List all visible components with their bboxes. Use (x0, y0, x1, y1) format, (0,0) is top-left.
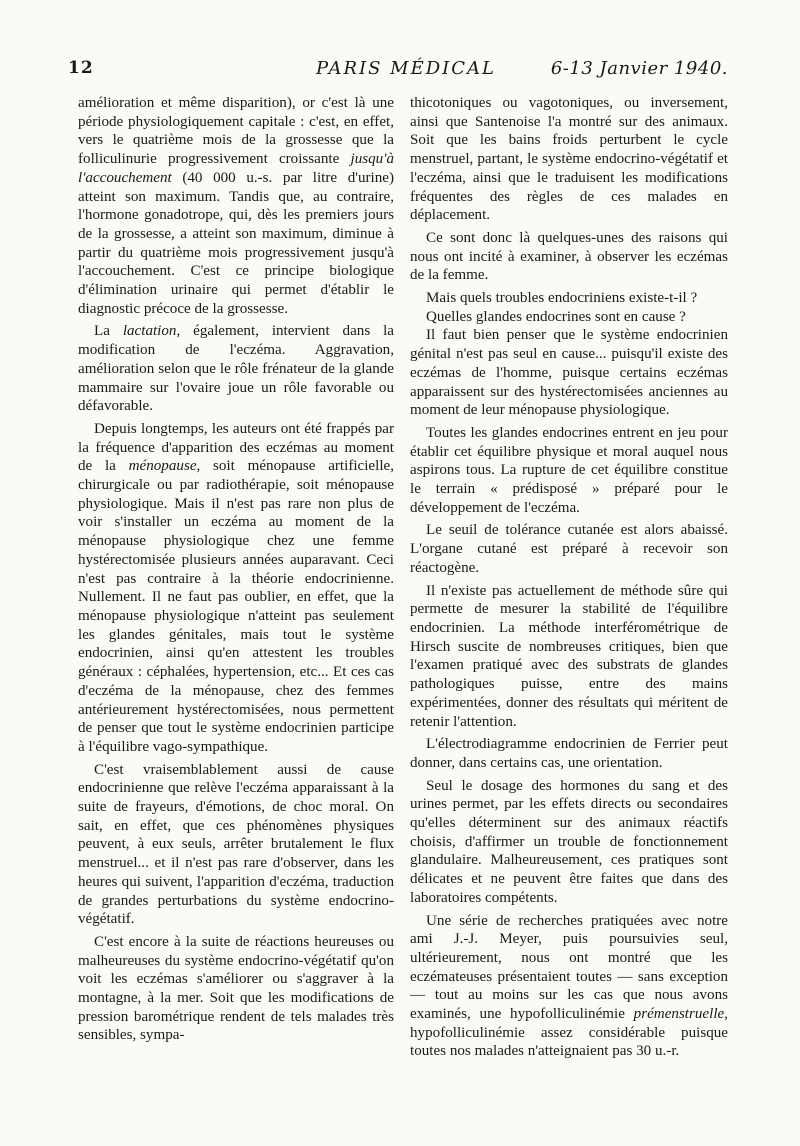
paragraph: L'électrodiagramme endocrinien de Ferrier peut donner, dans certains cas, une orientation. (410, 736, 728, 771)
left-column (78, 94, 394, 1045)
paragraph: Il n'existe pas actuellement de méthode sûre qui permette de mesurer la stabilité de l'équilibre endocrinien. La méthode interférométrique de Hirsch suscite de nombreuses critiques, bien que l'examen pratiqué avec des substrats de glandes pathologiques puisse, entre des mains expérimentées, donner des résultats qui méritent de retenir l'attention. (410, 582, 728, 730)
paragraph: Ce sont donc là quelques-unes des raisons qui nous ont incité à examiner, à observer les eczémas de la femme. (410, 229, 728, 284)
paragraph: Toutes les glandes endocrines entrent en jeu pour établir cet équilibre physique et moral auquel nous aspirons tous. La rupture de cet équilibre constitue le terrain « prédisposé » préparé pour le développement de l'eczéma. (410, 424, 728, 516)
paragraph: Quelles glandes endocrines sont en cause ? (426, 308, 686, 325)
issue-date: 6-13 Janvier 1940. (550, 58, 728, 79)
paragraph: Seul le dosage des hormones du sang et des urines permet, par les effets directs ou secondaires qu'elles déterminent sur des animaux réactifs choisis, d'affirmer un trouble de fonctionnement glandulaire. Malheureusement, ces pratiques sont délicates et ne peuvent être faites que dans des laboratoires compétents. (410, 777, 728, 906)
page-number: 12 (68, 58, 94, 78)
paragraph: La lactation, également, intervient dans la modification de l'eczéma. Aggravation, amélioration selon que le rôle frénateur de la glande mammaire sur l'ovaire joue un rôle favorable ou défavorable. (78, 323, 394, 415)
paragraph: Le seuil de tolérance cutanée est alors abaissé. L'organe cutané est préparé à recevoir son réactogène. (410, 522, 728, 576)
paragraph: Depuis longtemps, les auteurs ont été frappés par la fréquence d'apparition des eczémas au moment de la ménopause, soit ménopause artificielle, chirurgicale ou par radiothérapie, soit ménopause physiologique. Mais il n'est pas rare non plus de voir s'installer un eczéma au moment de la ménopause physiologique chez une femme hystérectomisée plusieurs années auparavant. Ceci n'est pas contraire à la théorie endocrinienne. Nullement. Il ne faut pas oublier, en effet, que la ménopause physiologique n'atteint pas seulement les glandes génitales, mais tout le système endocrinien, ainsi qu'en attestent les troubles généraux : céphalées, hypertension, etc... Et ces cas d'eczéma de la ménopause, chez des femmes antérieurement hystérectomisées, nous permettent de penser que tout le système endocrinien participe à l'équilibre vago-sympathique. (78, 420, 394, 755)
paragraph: Il faut bien penser que le système endocrinien génital n'est pas seul en cause... puisqu'il existe des eczémas de l'homme, puisque certains eczémas apparaissent sur des hystérectomisées anciennes au moment de leur ménopause physiologique. (410, 327, 728, 419)
running-header (68, 58, 728, 86)
paragraph: C'est encore à la suite de réactions heureuses ou malheureuses du système endocrino-végétatif qu'on voit les eczémas s'améliorer ou s'aggraver à la montagne, à la mer. Soit que les modifications de pression barométrique rendent de tels malades très sensibles, sympa- (78, 933, 394, 1044)
paragraph: thicotoniques ou vagotoniques, ou inversement, ainsi que Santenoise l'a montré sur des animaux. Soit que les bains froids perturbent le cycle menstruel, partant, le système endocrino-végétatif et l'eczéma, ainsi que le traduisent les modifications fréquentes des règles de ces malades en déplacement. (410, 95, 728, 224)
paragraph: Une série de recherches pratiquées avec notre ami J.-J. Meyer, puis poursuivies seul, ultérieurement, nous ont montré que les eczémateuses présentaient toutes — sans exception — tout au moins sur les cas que nous avons examinés, une hypofolliculinémie prémenstruelle, hypofolliculinémie assez considérable puisque toutes nos malades n'atteignaient pas 30 u.-r. (410, 912, 728, 1060)
paragraph: amélioration et même disparition), or c'est là une période physiologiquement capitale : c'est, en effet, vers le quatrième mois de la grossesse que la folliculinurie progressivement croissante jusqu'à l'accouchement (40 000 u.-s. par litre d'urine) atteint son maximum. Tandis que, au contraire, l'hormone gonadotrope, qui, dès les premiers jours de la grossesse, a atteint son maximum, diminue à partir du quatrième mois progressivement jusqu'à l'accouchement. C'est ce principe biologique d'élimination urinaire qui permet d'établir le diagnostic précoce de la grossesse. (78, 95, 394, 317)
paragraph: Mais quels troubles endocriniens existe-t-il ? (426, 290, 698, 307)
journal-title: PARIS MÉDICAL (316, 58, 497, 79)
paragraph: C'est vraisemblablement aussi de cause endocrinienne que relève l'eczéma apparaissant à la suite de frayeurs, d'émotions, de choc moral. On sait, en effet, que ces phénomènes physiques peuvent, à eux seuls, arrêter brutalement le flux menstruel... et il n'est pas rare d'observer, dans les heures qui suivent, l'apparition d'eczéma, traduction de grandes perturbations du système endocrino-végétatif. (78, 761, 394, 928)
right-column (410, 94, 728, 1061)
